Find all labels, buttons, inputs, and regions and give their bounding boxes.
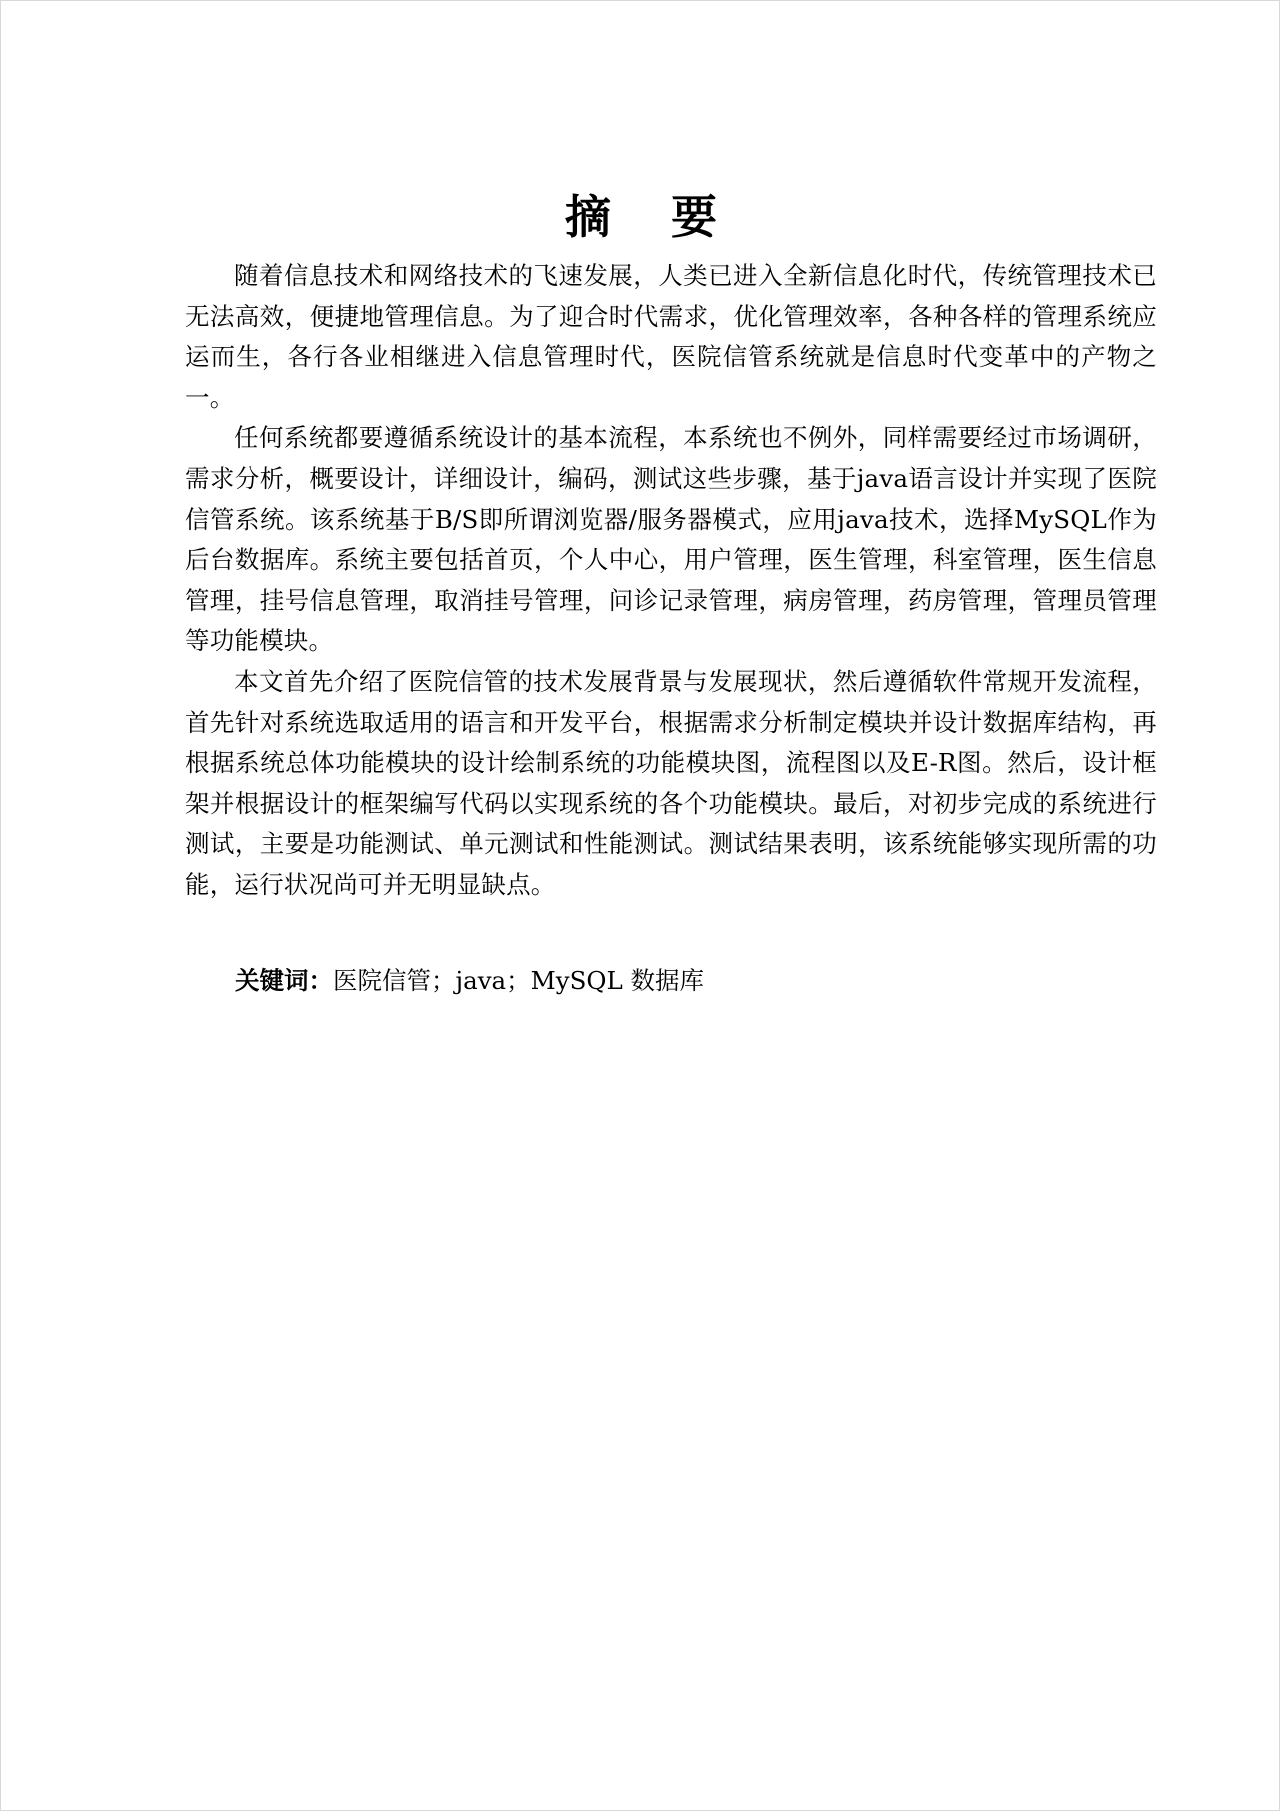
- abstract-paragraph-1: 随着信息技术和网络技术的飞速发展，人类已进入全新信息化时代，传统管理技术已无法高效，便捷地管理信息。为了迎合时代需求，优化管理效率，各种各样的管理系统应运而生，各行各业相继进入信息管理时代，医院信管系统就是信息时代变革中的产物之一。: [185, 261, 1157, 412]
- abstract-body: [185, 256, 1157, 906]
- keywords-value: 医院信管；java；MySQL 数据库: [333, 966, 705, 995]
- keywords-line: [235, 961, 704, 1001]
- keywords-label: 关键词：: [235, 966, 333, 995]
- abstract-paragraph-2: 任何系统都要遵循系统设计的基本流程，本系统也不例外，同样需要经过市场调研，需求分析，概要设计，详细设计，编码，测试这些步骤，基于java语言设计并实现了医院信管系统。该系统基于B/S即所谓浏览器/服务器模式，应用java技术，选择MySQL作为后台数据库。系统主要包括首页，个人中心，用户管理，医生管理，科室管理，医生信息管理，挂号信息管理，取消挂号管理，问诊记录管理，病房管理，药房管理，管理员管理等功能模块。: [185, 423, 1157, 656]
- page-title: 摘 要: [564, 190, 739, 244]
- abstract-paragraph-3: 本文首先介绍了医院信管的技术发展背景与发展现状，然后遵循软件常规开发流程，首先针对系统选取适用的语言和开发平台，根据需求分析制定模块并设计数据库结构，再根据系统总体功能模块的设计绘制系统的功能模块图，流程图以及E-R图。然后，设计框架并根据设计的框架编写代码以实现系统的各个功能模块。最后，对初步完成的系统进行测试，主要是功能测试、单元测试和性能测试。测试结果表明，该系统能够实现所需的功能，运行状况尚可并无明显缺点。: [185, 666, 1157, 899]
